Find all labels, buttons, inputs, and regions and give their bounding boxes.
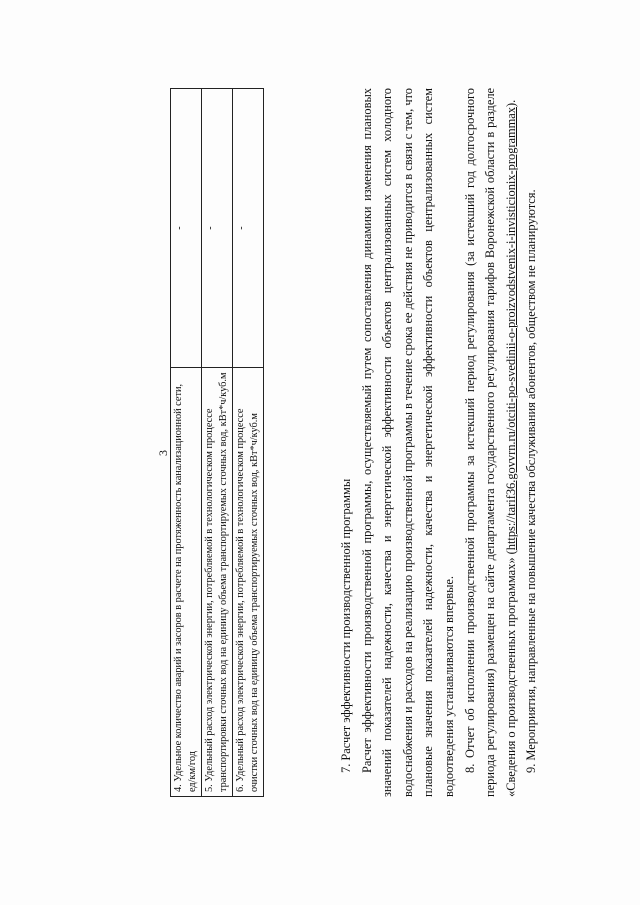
table-cell-label: 6. Удельный расход электрической энергии, потребляемой в технологическом процессе очистки сточных вод на единицу объема транспортируемых сточных вод, кВт*ч/куб.м [233,368,264,797]
table-cell-value: - [171,89,202,368]
rotated-page-content [14,13,634,893]
table-cell-label: 4. Удельное количество аварий и засоров в расчете на протяженность канализационной сети, ед/км/год [171,368,202,797]
document-body [330,88,542,797]
section-8-text-after: ). [503,99,518,107]
page-number: 3 [156,450,170,456]
section-9-paragraph: 9. Мероприятия, направленные на повышение качества обслуживания абонентов, обществом не планируются. [524,189,539,773]
section-7-heading: 7. Расчет эффективности производственной программы [339,478,353,773]
programs-report-link[interactable]: https://tarif36.govvrn.ru/otciti-po-svedinii-o-proizvodstvenix-i-invisticionix-programmax [503,107,518,551]
table-row [202,89,233,797]
table-cell-label: 5. Удельный расход электрической энергии, потребляемой в технологическом процессе транспортировки сточных вод на единицу объема транспортируемых сточных вод, кВт*ч/куб.м [202,368,233,797]
table-row [171,89,202,797]
section-8-paragraph [460,88,522,797]
metrics-table [170,88,264,797]
table-cell-value: - [202,89,233,368]
table-row [233,89,264,797]
section-8-text-before: 8. Отчет об исполнении производственной программы за истекший период регулирования (за истекший год долгосрочного периода регулирования) размещен на сайте департамента государственного регулирования тарифов Воронежской области в разделе «Сведения о производственных программах» ( [462,88,518,797]
table-cell-value: - [233,89,264,368]
section-7-body: Расчет эффективности производственной программы, осуществляемый путем сопоставления динамики изменения плановых значений показателей надежности, качества и энергетической эффективности объектов централизованных систем холодного водоснабжения и расходов на реализацию производственной программы в течение срока ее действия не приводится в связи с тем, что плановые значения показателей надежности, качества и энергетической эффективности объектов централизованных систем водоотведения устанавливаются впервые. [359,88,456,797]
